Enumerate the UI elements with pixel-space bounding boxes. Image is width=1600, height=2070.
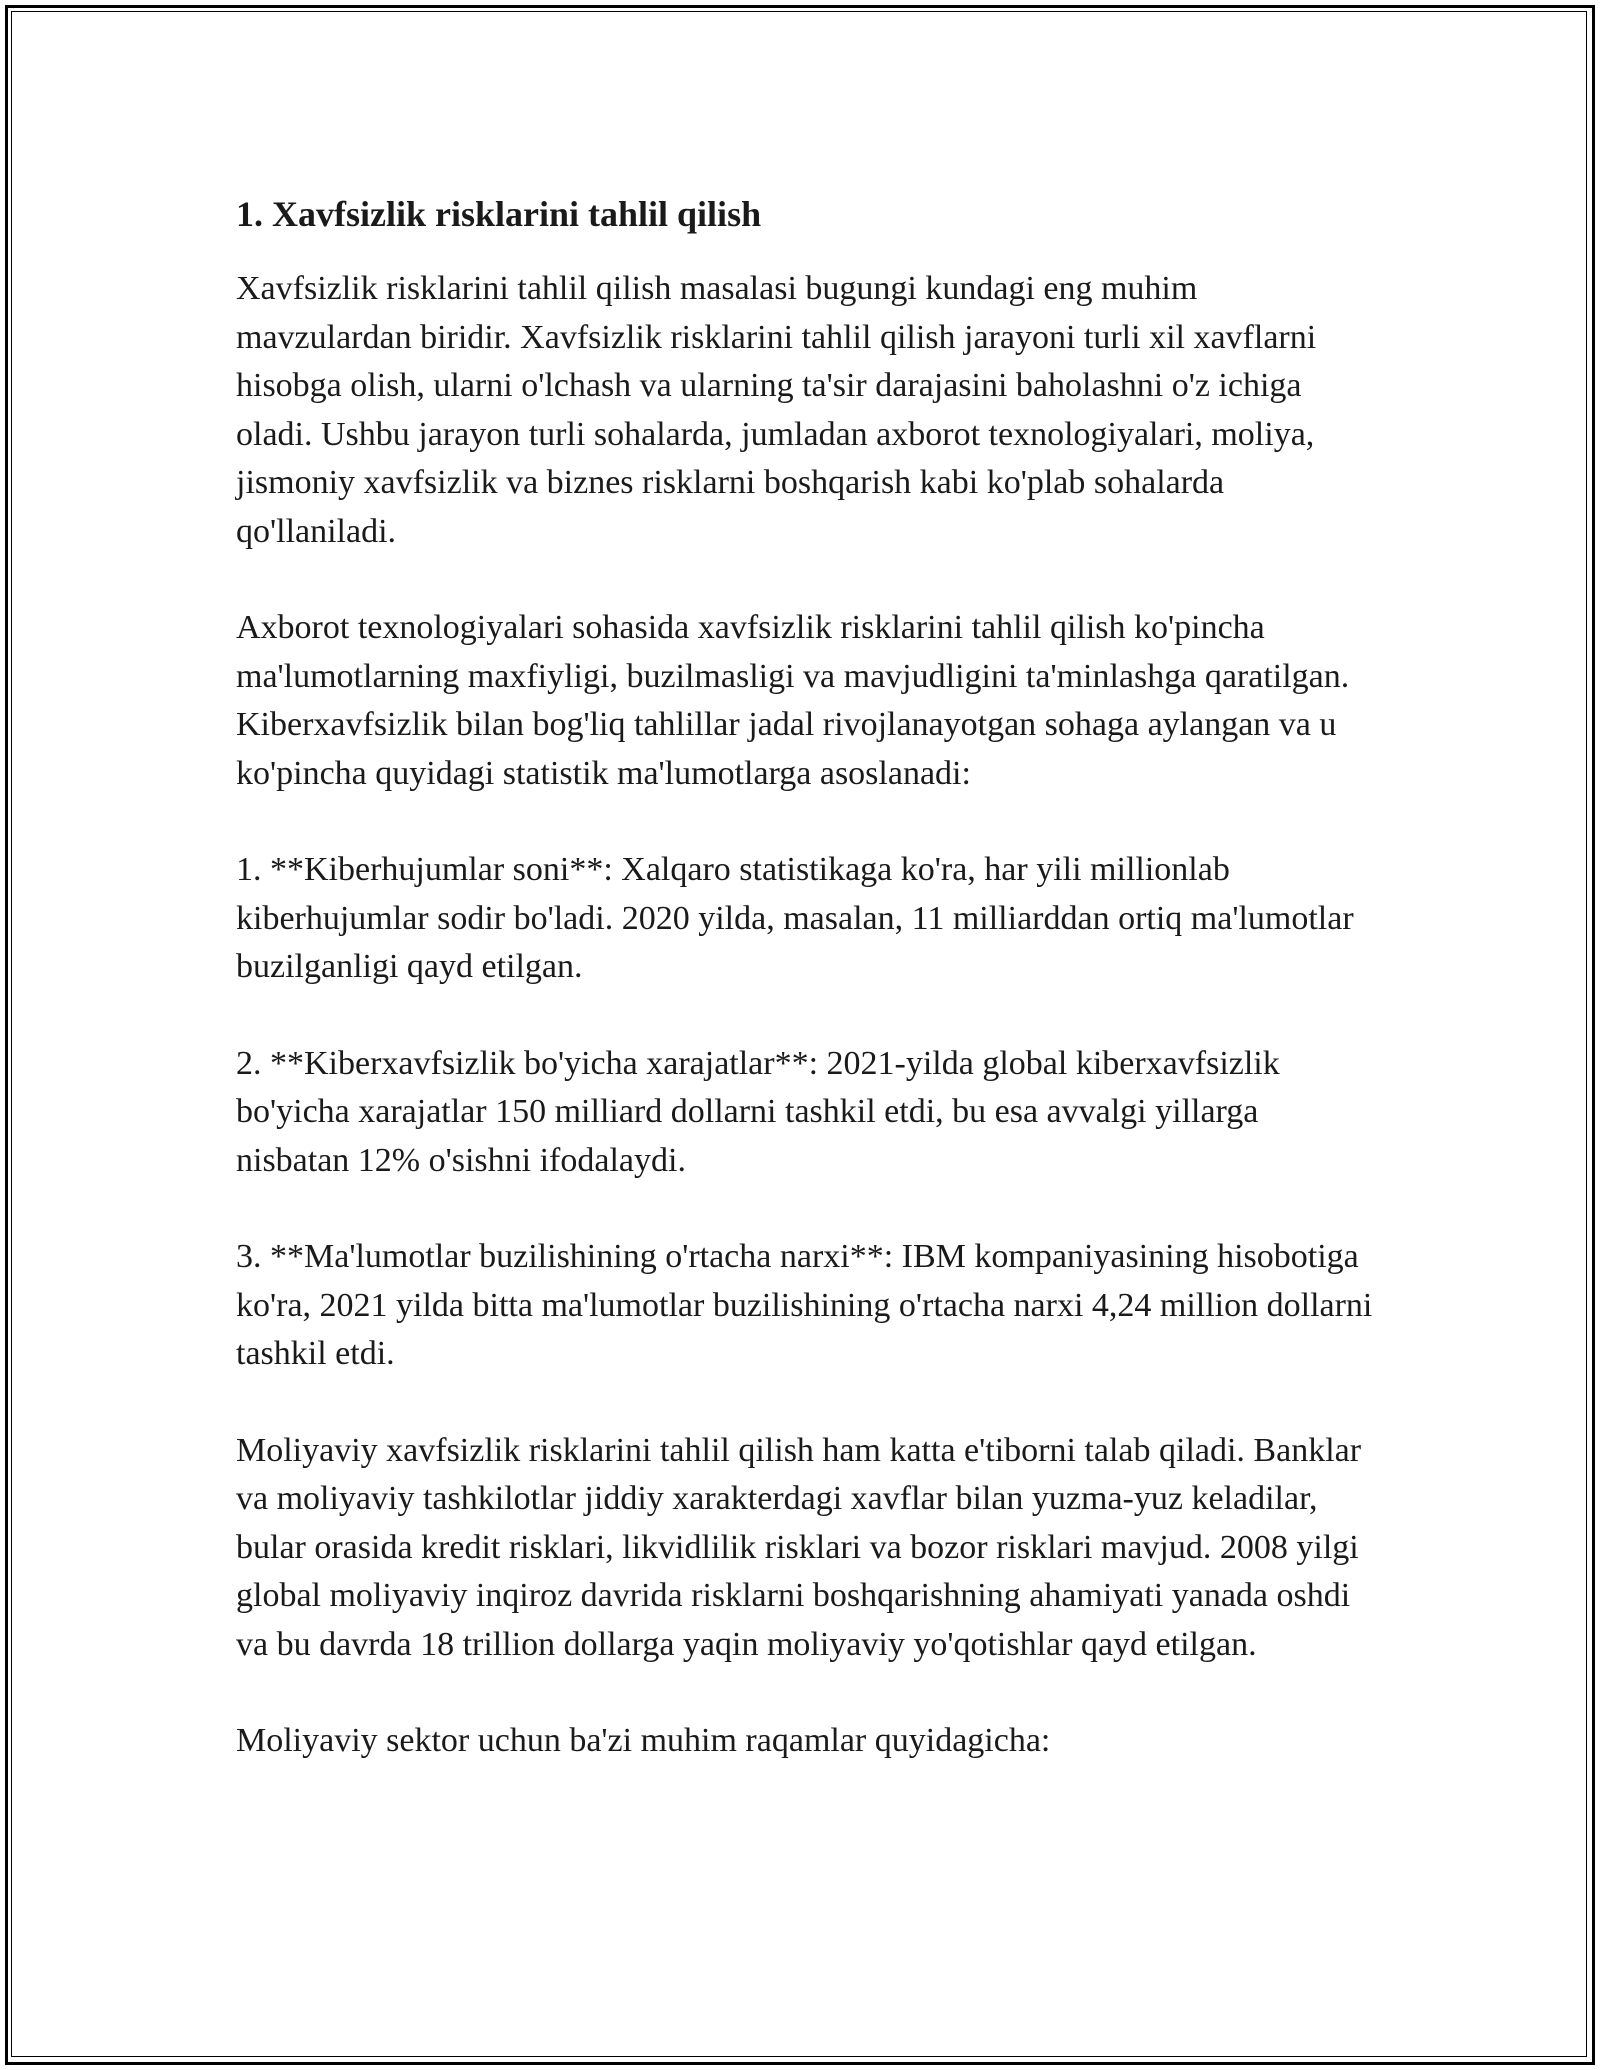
- list-item-cyberattacks: 1. **Kiberhujumlar soni**: Xalqaro statistikaga ko'ra, har yili millionlab kiberhujumlar sodir bo'ladi. 2020 yilda, masalan, 11 milliarddan ortiq ma'lumotlar buzilganligi qayd etilgan.: [236, 851, 1354, 985]
- list-item-breach-cost: 3. **Ma'lumotlar buzilishining o'rtacha narxi**: IBM kompaniyasining hisobotiga ko'ra, 2021 yilda bitta ma'lumotlar buzilishining o'rtacha narxi 4,24 million dollarni tashkil etdi.: [236, 1238, 1373, 1372]
- paragraph-intro: Xavfsizlik risklarini tahlil qilish masalasi bugungi kundagi eng muhim mavzulardan biridir. Xavfsizlik risklarini tahlil qilish jarayoni turli xil xavflarni hisobga olish, ularni o'lchash va ularning ta'sir darajasini baholashni o'z ichiga oladi. Ushbu jarayon turli sohalarda, jumladan axborot texnologiyalari, moliya, jismoniy xavfsizlik va biznes risklarni boshqarish kabi ko'plab sohalarda qo'llaniladi.: [236, 270, 1317, 550]
- document-body: [236, 183, 1376, 1814]
- paragraph-financial-figures: Moliyaviy sektor uchun ba'zi muhim raqamlar quyidagicha:: [236, 1722, 1051, 1759]
- list-item-cybersecurity-spending: 2. **Kiberxavfsizlik bo'yicha xarajatlar**: 2021-yilda global kiberxavfsizlik bo'yicha xarajatlar 150 milliard dollarni tashkil etdi, bu esa avvalgi yillarga nisbatan 12% o'sishni ifodalaydi.: [236, 1044, 1280, 1179]
- section-heading: 1. Xavfsizlik risklarini tahlil qilish: [236, 194, 762, 234]
- paragraph-it-security: Axborot texnologiyalari sohasida xavfsizlik risklarini tahlil qilish ko'pincha ma'lumotlarning maxfiyligi, buzilmasligi va mavjudligini ta'minlashga qaratilgan. Kiberxavfsizlik bilan bog'liq tahlillar jadal rivojlanayotgan sohaga aylangan va u ko'pincha quyidagi statistik ma'lumotlarga asoslanadi:: [236, 609, 1350, 792]
- paragraph-financial-security: Moliyaviy xavfsizlik risklarini tahlil qilish ham katta e'tiborni talab qiladi. Banklar va moliyaviy tashkilotlar jiddiy xarakterdagi xavflar bilan yuzma-yuz keladilar, bular orasida kredit risklari, likvidlilik risklari va bozor risklari mavjud. 2008 yilgi global moliyaviy inqiroz davrida risklarni boshqarishning ahamiyati yanada oshdi va bu davrda 18 trillion dollarga yaqin moliyaviy yo'qotishlar qayd etilgan.: [236, 1431, 1362, 1663]
